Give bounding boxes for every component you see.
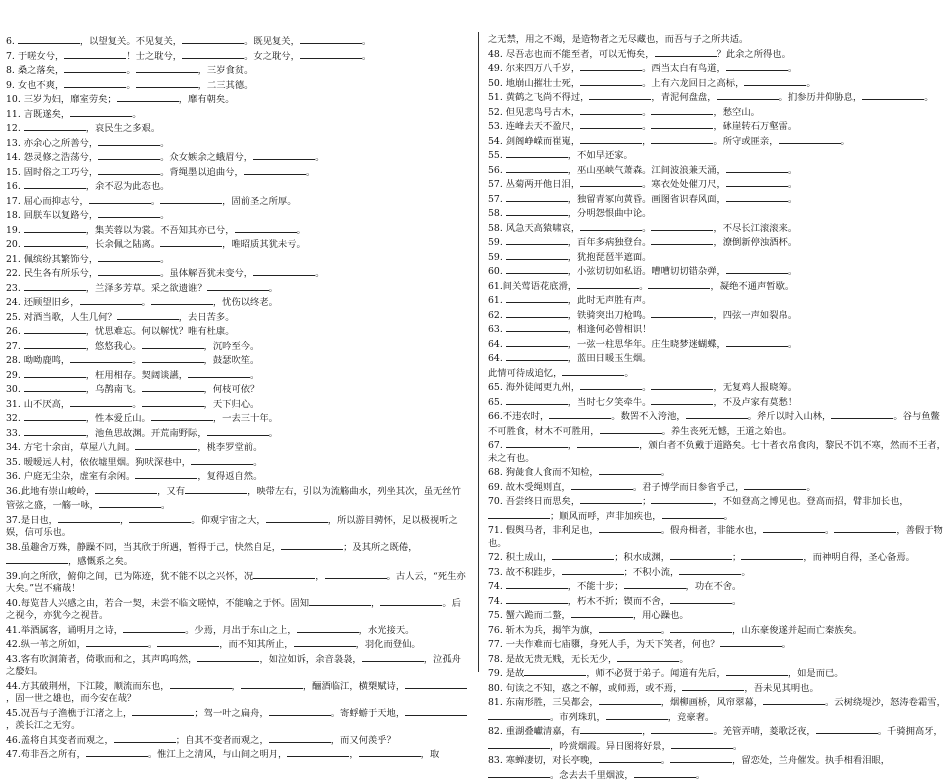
answer-blank[interactable]	[726, 61, 788, 71]
answer-blank[interactable]	[506, 337, 568, 347]
answer-blank[interactable]	[506, 235, 568, 245]
question-line: 12. ，哀民生之多艰。	[6, 123, 161, 134]
answer-blank[interactable]	[671, 739, 733, 749]
question-line: 34. 方宅十余亩，草屋八九间。 ，桃李罗堂前。	[6, 442, 263, 453]
answer-blank[interactable]	[506, 351, 568, 361]
question-line: 80. 句读之不知，惑之不解，或师焉，或不焉， ，吾未见其明也。	[488, 682, 819, 694]
answer-blank[interactable]	[294, 637, 356, 647]
question-line: 81. 东南形胜，三吴都会， ，烟柳画桥，风帘翠幕， 。云树绕堤沙，怒涛卷霜雪，。市列珠玑， ，竞豪奢。	[488, 697, 946, 723]
question-line: 18. 回朕车以复路兮， 。	[6, 210, 170, 221]
question-line: 22. 民生各有所乐兮， 。虽体解吾犹未变兮， 。	[6, 268, 325, 279]
answer-blank[interactable]	[117, 310, 179, 320]
answer-blank[interactable]	[136, 78, 198, 88]
answer-blank[interactable]	[6, 554, 68, 564]
question-line: 59. ，犹抱琵琶半遮面。	[488, 251, 652, 263]
question-line: 69. 故木受绳则直， 。君子博学而日参省乎己， 。	[488, 481, 816, 493]
answer-blank[interactable]	[580, 724, 642, 734]
answer-blank[interactable]	[300, 49, 362, 59]
question-line: 79. 是故 ，师不必贤于弟子。闻道有先后， ，如是而已。	[488, 668, 844, 679]
question-line: 57. ，独留青冢向黄昏。画图省识春风面， 。	[488, 193, 798, 205]
answer-blank[interactable]	[577, 279, 639, 289]
answer-blank[interactable]	[662, 509, 724, 519]
question-line: 62. ，铁骑突出刀枪鸣。 ，四弦一声如裂帛。	[488, 309, 798, 321]
answer-blank[interactable]	[207, 281, 269, 291]
question-line: 41.举酒属客，诵明月之诗， 。少焉，月出于东山之上， ，水光接天。	[6, 624, 415, 636]
question-line: 24. 还顾望旧乡， 。 ，忧伤以终老。	[6, 297, 278, 308]
question-line: 48. 尽吾志也而不能至者，可以无悔矣， ？此余之所得也。	[488, 48, 791, 60]
answer-blank[interactable]	[182, 34, 244, 44]
question-line: 23. ，兰泽多芳草。采之欲遗谁？ 。	[6, 282, 278, 294]
answer-blank[interactable]	[552, 550, 614, 560]
answer-blank[interactable]	[580, 221, 642, 231]
answer-blank[interactable]	[132, 706, 194, 716]
answer-blank[interactable]	[726, 337, 788, 347]
answer-blank[interactable]	[651, 235, 713, 245]
answer-blank[interactable]	[359, 747, 421, 757]
answer-blank[interactable]	[506, 293, 568, 303]
answer-blank[interactable]	[506, 250, 568, 260]
answer-blank[interactable]	[655, 47, 717, 57]
question-line: 42.纵一苇之所如， 。 ，而不知其所止， ，羽化而登仙。	[6, 639, 421, 650]
answer-blank[interactable]	[488, 710, 550, 720]
answer-blank[interactable]	[24, 179, 86, 189]
question-line: 20. ，长余佩之陆离。 ，唯昭质其犹未亏。	[6, 239, 306, 250]
question-line: 28. 呦呦鹿鸣， 。 ，鼓瑟吹笙。	[6, 355, 260, 366]
answer-blank[interactable]	[300, 34, 362, 44]
answer-blank[interactable]	[488, 768, 550, 778]
question-line: 77. 一夫作难而七庙隳，身死人手，为天下笑者，何也？ 。	[488, 639, 791, 650]
answer-blank[interactable]	[197, 652, 259, 662]
question-line: 6. ，以望复关。不见复关， 。既见复关， 。	[6, 36, 372, 47]
answer-blank[interactable]	[269, 706, 331, 716]
answer-blank[interactable]	[506, 192, 568, 202]
answer-blank[interactable]	[405, 679, 467, 689]
answer-blank[interactable]	[524, 666, 586, 676]
answer-blank[interactable]	[651, 380, 713, 390]
answer-blank[interactable]	[506, 322, 568, 332]
answer-blank[interactable]	[142, 339, 204, 349]
answer-blank[interactable]	[571, 608, 633, 618]
answer-blank[interactable]	[726, 666, 788, 676]
answer-blank[interactable]	[506, 206, 568, 216]
question-line: 此情可待成追忆， 。	[488, 367, 634, 379]
answer-blank[interactable]	[24, 368, 86, 378]
answer-blank[interactable]	[95, 484, 157, 494]
question-line: 8. 桑之落矣， 。 ，三岁食贫。	[6, 65, 254, 76]
answer-blank[interactable]	[549, 409, 611, 419]
answer-blank[interactable]	[506, 438, 568, 448]
answer-blank[interactable]	[726, 163, 788, 173]
answer-blank[interactable]	[506, 264, 568, 274]
answer-blank[interactable]	[86, 637, 148, 647]
question-line: 74. ，朽木不折；锲而不舍， 。	[488, 595, 742, 607]
question-line: 15. 固时俗之工巧兮， 。背绳墨以追曲兮， 。	[6, 166, 316, 178]
answer-blank[interactable]	[599, 523, 661, 533]
answer-blank[interactable]	[151, 295, 213, 305]
answer-blank[interactable]	[191, 455, 253, 465]
answer-blank[interactable]	[670, 550, 732, 560]
answer-blank[interactable]	[157, 637, 219, 647]
question-line: 46.盖将自其变者而观之， ；自其不变者而观之， ，而又何羡乎？	[6, 734, 396, 746]
question-line: 31. 山不厌高， 。 ，天下归心。	[6, 398, 260, 410]
answer-blank[interactable]	[24, 281, 86, 291]
answer-blank[interactable]	[380, 596, 442, 606]
answer-blank[interactable]	[651, 395, 713, 405]
question-line: 76. 斩木为兵，揭竿为旗， 。 ，山东豪俊遂并起而亡秦族矣。	[488, 624, 863, 636]
question-line: 53. 连峰去天不盈尺， 。 ，砯崖转石万壑雷。	[488, 121, 798, 132]
question-line: 21. 佩缤纷其繁饰兮， 。	[6, 253, 170, 265]
question-line: 57. 丛菊两开他日泪， 。寒衣处处催刀尺， 。	[488, 179, 798, 190]
answer-blank[interactable]	[763, 523, 825, 533]
answer-blank[interactable]	[726, 177, 788, 187]
answer-blank[interactable]	[188, 368, 250, 378]
answer-blank[interactable]	[488, 739, 550, 749]
answer-blank[interactable]	[651, 119, 713, 129]
answer-blank[interactable]	[24, 324, 86, 334]
question-line: 59. ，百年多病独登台。 ，潦倒新停浊酒杯。	[488, 237, 798, 248]
question-line: 17. 屈心而抑志兮， 。 ，固前圣之所厚。	[6, 195, 297, 207]
answer-blank[interactable]	[98, 208, 160, 218]
question-line: 49. 尔来四万八千岁， 。西当太白有鸟道， 。	[488, 63, 798, 74]
question-line: 58. ，分明怨恨曲中论。	[488, 208, 652, 219]
answer-blank[interactable]	[580, 134, 642, 144]
answer-blank[interactable]	[599, 465, 661, 475]
answer-blank[interactable]	[651, 105, 713, 115]
answer-blank[interactable]	[580, 380, 642, 390]
answer-blank[interactable]	[779, 134, 841, 144]
question-line: 37.是日也， ， 。仰观宇宙之大， ，所以游目骋怀，足以极视听之娱，信可乐也。	[6, 514, 458, 538]
question-line: 11. 言既遂矣， 。	[6, 108, 142, 120]
question-line: 26. ，忧思难忘。何以解忧？唯有杜康。	[6, 326, 235, 337]
answer-blank[interactable]	[64, 63, 126, 73]
answer-blank[interactable]	[744, 76, 806, 86]
answer-blank[interactable]	[571, 480, 633, 490]
question-line: 之无禁，用之不竭，是造物者之无尽藏也，而吾与子之所共适。	[488, 34, 749, 45]
answer-blank[interactable]	[86, 747, 148, 757]
question-line: 39.向之所欣，俯仰之间，已为陈迹，犹不能不以之兴怀，况 ， 。古人云，“死生亦大矣。”岂不痛哉！	[6, 570, 466, 594]
left-column	[6, 34, 469, 760]
answer-blank[interactable]	[763, 695, 825, 705]
question-line: 51. 黄鹤之飞尚不得过， ，青泥何盘盘， 。扪参历井仰胁息， 。	[488, 92, 934, 103]
question-line: 47.苟非吾之所有， 。惟江上之清风，与山间之明月， ， ，取	[6, 749, 440, 760]
question-line: 19. ，集芙蓉以为裳。不吾知其亦已兮， 。	[6, 224, 306, 236]
answer-blank[interactable]	[151, 411, 213, 421]
question-line: 32. ，性本爱丘山。 ，一去三十年。	[6, 413, 278, 424]
question-line: 54. 剑阁峥嵘而崔嵬， ， 。所守或匪亲， 。	[488, 135, 850, 147]
answer-blank[interactable]	[606, 710, 668, 720]
answer-blank[interactable]	[506, 579, 568, 589]
answer-blank[interactable]	[18, 34, 80, 44]
question-line: 40.每览昔人兴感之由，若合一契，未尝不临文嗟悼，不能喻之于怀。固知 ， 。后之视今，亦犹今之视昔。	[6, 597, 461, 621]
answer-blank[interactable]	[670, 594, 732, 604]
question-line: 61.间关莺语花底滑， 。 ，凝绝不通声暂歇。	[488, 280, 795, 292]
answer-blank[interactable]	[114, 733, 176, 743]
question-line: 33. ，池鱼思故渊。开荒南野际， 。	[6, 427, 278, 439]
answer-blank[interactable]	[580, 119, 642, 129]
answer-blank[interactable]	[580, 494, 642, 504]
answer-blank[interactable]	[89, 194, 151, 204]
answer-blank[interactable]	[686, 409, 748, 419]
answer-blank[interactable]	[577, 438, 639, 448]
question-line: 68. 狗彘食人食而不知检， 。	[488, 467, 671, 478]
answer-blank[interactable]	[160, 194, 222, 204]
answer-blank[interactable]	[24, 339, 86, 349]
answer-blank[interactable]	[117, 92, 179, 102]
question-line: 44.方其破荆州，下江陵，顺流而东也， ， ，酾酒临江，横槊赋诗，，固一世之雄也，而今安在哉？	[6, 679, 469, 706]
answer-blank[interactable]	[506, 594, 568, 604]
answer-blank[interactable]	[185, 484, 247, 494]
question-line: 16. ，余不忍为此态也。	[6, 181, 170, 192]
answer-blank[interactable]	[362, 652, 424, 662]
answer-blank[interactable]	[170, 679, 232, 689]
answer-blank[interactable]	[562, 366, 624, 376]
question-line: 36. 户庭无尘杂，虚室有余闲。 ，复得返自然。	[6, 471, 263, 482]
answer-blank[interactable]	[651, 134, 713, 144]
right-column	[488, 34, 948, 781]
answer-blank[interactable]	[726, 264, 788, 274]
answer-blank[interactable]	[253, 266, 315, 276]
answer-blank[interactable]	[98, 150, 160, 160]
answer-blank[interactable]	[142, 353, 204, 363]
question-line: 78. 是故无贵无贱，无长无少， 。	[488, 653, 689, 665]
question-line: 60. ，小弦切切如私语。嘈嘈切切错杂弹， 。	[488, 266, 798, 277]
question-line: 67. ， ，颁白者不负戴于道路矣。七十者衣帛食肉，黎民不饥不寒，然而不王者，未之有也。	[488, 440, 946, 464]
question-line: 9. 女也不爽， 。 ，二三其德。	[6, 79, 254, 91]
question-line: 66.不违农时， 。数罟不入洿池， 。斧斤以时入山林， 。谷与鱼鳖不可胜食，材木不可胜用， 。养生丧死无憾，王道之始也。	[488, 411, 940, 437]
question-line: 38.虽趣舍万殊，静躁不同，当其欣于所遇，暂得于己，快然自足， ；及其所之既倦，，感慨系之矣。	[6, 541, 418, 567]
answer-blank[interactable]	[24, 121, 86, 131]
answer-blank[interactable]	[99, 498, 161, 508]
answer-blank[interactable]	[136, 63, 198, 73]
answer-blank[interactable]	[98, 266, 160, 276]
answer-blank[interactable]	[160, 237, 222, 247]
answer-blank[interactable]	[862, 90, 924, 100]
answer-blank[interactable]	[720, 637, 782, 647]
question-line: 65. 海外徒闻更九州， 。 ，无复鸡人报晓筹。	[488, 382, 798, 393]
answer-blank[interactable]	[235, 223, 297, 233]
answer-blank[interactable]	[269, 733, 331, 743]
answer-blank[interactable]	[123, 623, 185, 633]
answer-blank[interactable]	[80, 295, 142, 305]
answer-blank[interactable]	[98, 136, 160, 146]
question-line: 35. 暧暧远人村，依依墟里烟。狗吠深巷中， 。	[6, 456, 263, 468]
answer-blank[interactable]	[580, 177, 642, 187]
question-line: 58. 风急天高猿啸哀， 。 ，不尽长江滚滚来。	[488, 222, 798, 234]
answer-blank[interactable]	[726, 192, 788, 202]
answer-blank[interactable]	[670, 753, 732, 763]
answer-blank[interactable]	[506, 163, 568, 173]
answer-blank[interactable]	[241, 679, 303, 689]
answer-blank[interactable]	[24, 411, 86, 421]
answer-blank[interactable]	[70, 107, 132, 117]
answer-blank[interactable]	[24, 223, 86, 233]
answer-blank[interactable]	[24, 237, 86, 247]
answer-blank[interactable]	[589, 90, 651, 100]
answer-blank[interactable]	[506, 395, 568, 405]
answer-blank[interactable]	[670, 623, 732, 633]
answer-blank[interactable]	[816, 724, 878, 734]
question-line: 65. ，当时七夕笑牵牛。 ，不及卢家有莫愁！	[488, 396, 798, 408]
answer-blank[interactable]	[651, 308, 713, 318]
question-line: 61. ，此时无声胜有声。	[488, 295, 652, 306]
answer-blank[interactable]	[651, 724, 713, 734]
answer-blank[interactable]	[506, 308, 568, 318]
answer-blank[interactable]	[506, 148, 568, 158]
question-line: 82. 重湖叠巘清嘉，有 ， 。羌管弄晴，菱歌泛夜， 。千骑拥高牙，，吟赏烟霞。异日图将好景， 。	[488, 726, 943, 752]
answer-blank[interactable]	[580, 105, 642, 115]
question-line: 29. ，枉用相存。契阔谈讌， 。	[6, 369, 260, 381]
answer-blank[interactable]	[599, 623, 661, 633]
answer-blank[interactable]	[182, 49, 244, 59]
answer-blank[interactable]	[70, 353, 132, 363]
question-line: 63. ，相逢何必曾相识！	[488, 324, 652, 335]
answer-blank[interactable]	[617, 652, 679, 662]
answer-blank[interactable]	[744, 480, 806, 490]
answer-blank[interactable]	[281, 540, 343, 550]
question-line: 14. 怨灵修之浩荡兮， 。众女嫉余之蛾眉兮， 。	[6, 152, 325, 163]
answer-blank[interactable]	[651, 221, 713, 231]
answer-blank[interactable]	[634, 768, 696, 778]
question-line: 13. 亦余心之所善兮， 。	[6, 137, 170, 149]
answer-blank[interactable]	[24, 426, 86, 436]
question-line: 64. ，一弦一柱思华年。庄生晓梦迷蝴蝶， 。	[488, 338, 798, 350]
question-line: 43.客有吹洞箫者，倚歌而和之，其声呜呜然， ，如泣如诉，余音袅袅， ，泣孤舟之嫠妇。	[6, 653, 461, 677]
answer-blank[interactable]	[679, 565, 741, 575]
answer-blank[interactable]	[135, 440, 197, 450]
answer-blank[interactable]	[266, 513, 328, 523]
answer-blank[interactable]	[24, 382, 86, 392]
answer-blank[interactable]	[488, 509, 550, 519]
answer-blank[interactable]	[207, 426, 269, 436]
answer-blank[interactable]	[624, 579, 686, 589]
question-line: 10. 三岁为妇，靡室劳矣； ，靡有朝矣。	[6, 94, 235, 105]
answer-blank[interactable]	[741, 550, 803, 560]
answer-blank[interactable]	[599, 753, 661, 763]
answer-blank[interactable]	[580, 76, 642, 86]
answer-blank[interactable]	[309, 596, 371, 606]
question-line: 74. ，不能十步； ，功在不舍。	[488, 581, 742, 592]
answer-blank[interactable]	[129, 513, 191, 523]
answer-blank[interactable]	[834, 523, 896, 533]
question-line: 36.此地有崇山峻岭， ，又有 ，映带左右，引以为流觞曲水，列坐其次，虽无丝竹管弦之盛，一觞一咏， 。	[6, 485, 461, 511]
answer-blank[interactable]	[717, 90, 779, 100]
question-line: 30. ，乌鹊南飞。 ，何枝可依？	[6, 384, 260, 395]
answer-blank[interactable]	[253, 569, 315, 579]
answer-blank[interactable]	[70, 397, 132, 407]
answer-blank[interactable]	[831, 409, 893, 419]
answer-blank[interactable]	[405, 706, 467, 716]
answer-blank[interactable]	[297, 623, 359, 633]
question-line: 52. 但见悲鸟号古木， 。 ，愁空山。	[488, 106, 760, 118]
question-line: 55. ，不如早还家。	[488, 150, 633, 161]
question-line: 64. ，蓝田日暖玉生烟。	[488, 353, 652, 364]
answer-blank[interactable]	[98, 252, 160, 262]
answer-blank[interactable]	[562, 565, 624, 575]
answer-blank[interactable]	[287, 747, 349, 757]
answer-blank[interactable]	[244, 165, 306, 175]
answer-blank[interactable]	[142, 397, 204, 407]
question-line: 27. ，悠悠我心。 ，沉吟至今。	[6, 340, 260, 352]
question-line: 56. ，巫山巫峡气萧森。江间波浪兼天涌， 。	[488, 164, 798, 176]
question-line: 50. 地崩山摧壮士死， 。上有六龙回日之高标， 。	[488, 77, 816, 89]
answer-blank[interactable]	[651, 494, 713, 504]
answer-blank[interactable]	[135, 469, 197, 479]
answer-blank[interactable]	[64, 78, 126, 88]
answer-blank[interactable]	[98, 165, 160, 175]
answer-blank[interactable]	[142, 382, 204, 392]
answer-blank[interactable]	[58, 513, 120, 523]
question-line: 75. 蟹六跪而二螯， ，用心躁也。	[488, 610, 689, 621]
answer-blank[interactable]	[253, 150, 315, 160]
answer-blank[interactable]	[600, 424, 662, 434]
answer-blank[interactable]	[648, 279, 710, 289]
question-line: 7. 于嗟女兮， ！士之耽兮， 。女之耽兮， 。	[6, 50, 372, 62]
answer-blank[interactable]	[64, 49, 126, 59]
question-line: 71. 假舆马者，非利足也， 。假舟楫者，非能水也， 。 ，善假于物也。	[488, 525, 943, 549]
question-line: 72. 积土成山， ；积水成渊， ； ，而神明自得，圣心备焉。	[488, 552, 915, 563]
question-line: 73. 故不积跬步， ；不积小流， 。	[488, 566, 751, 578]
question-line: 45.况吾与子渔樵于江渚之上， ；驾一叶之扁舟， 。寄蜉蝣于天地，，羡长江之无穷。	[6, 706, 469, 733]
answer-blank[interactable]	[325, 569, 387, 579]
question-line: 83. 寒蝉凄切，对长亭晚， 。 ，留恋处，兰舟催发。执手相看泪眼，。念去去千里烟波， 。	[488, 755, 891, 781]
answer-blank[interactable]	[599, 695, 661, 705]
answer-blank[interactable]	[682, 681, 744, 691]
answer-blank[interactable]	[580, 61, 642, 71]
question-line: 25. 对酒当歌，人生几何？ ，去日苦多。	[6, 311, 235, 323]
column-divider	[478, 32, 479, 672]
question-line: 70. 吾尝终日而思矣， ； ，不如登高之博见也。登高而招，臂非加长也，；顺风而呼，声非加疾也， 。	[488, 496, 909, 522]
